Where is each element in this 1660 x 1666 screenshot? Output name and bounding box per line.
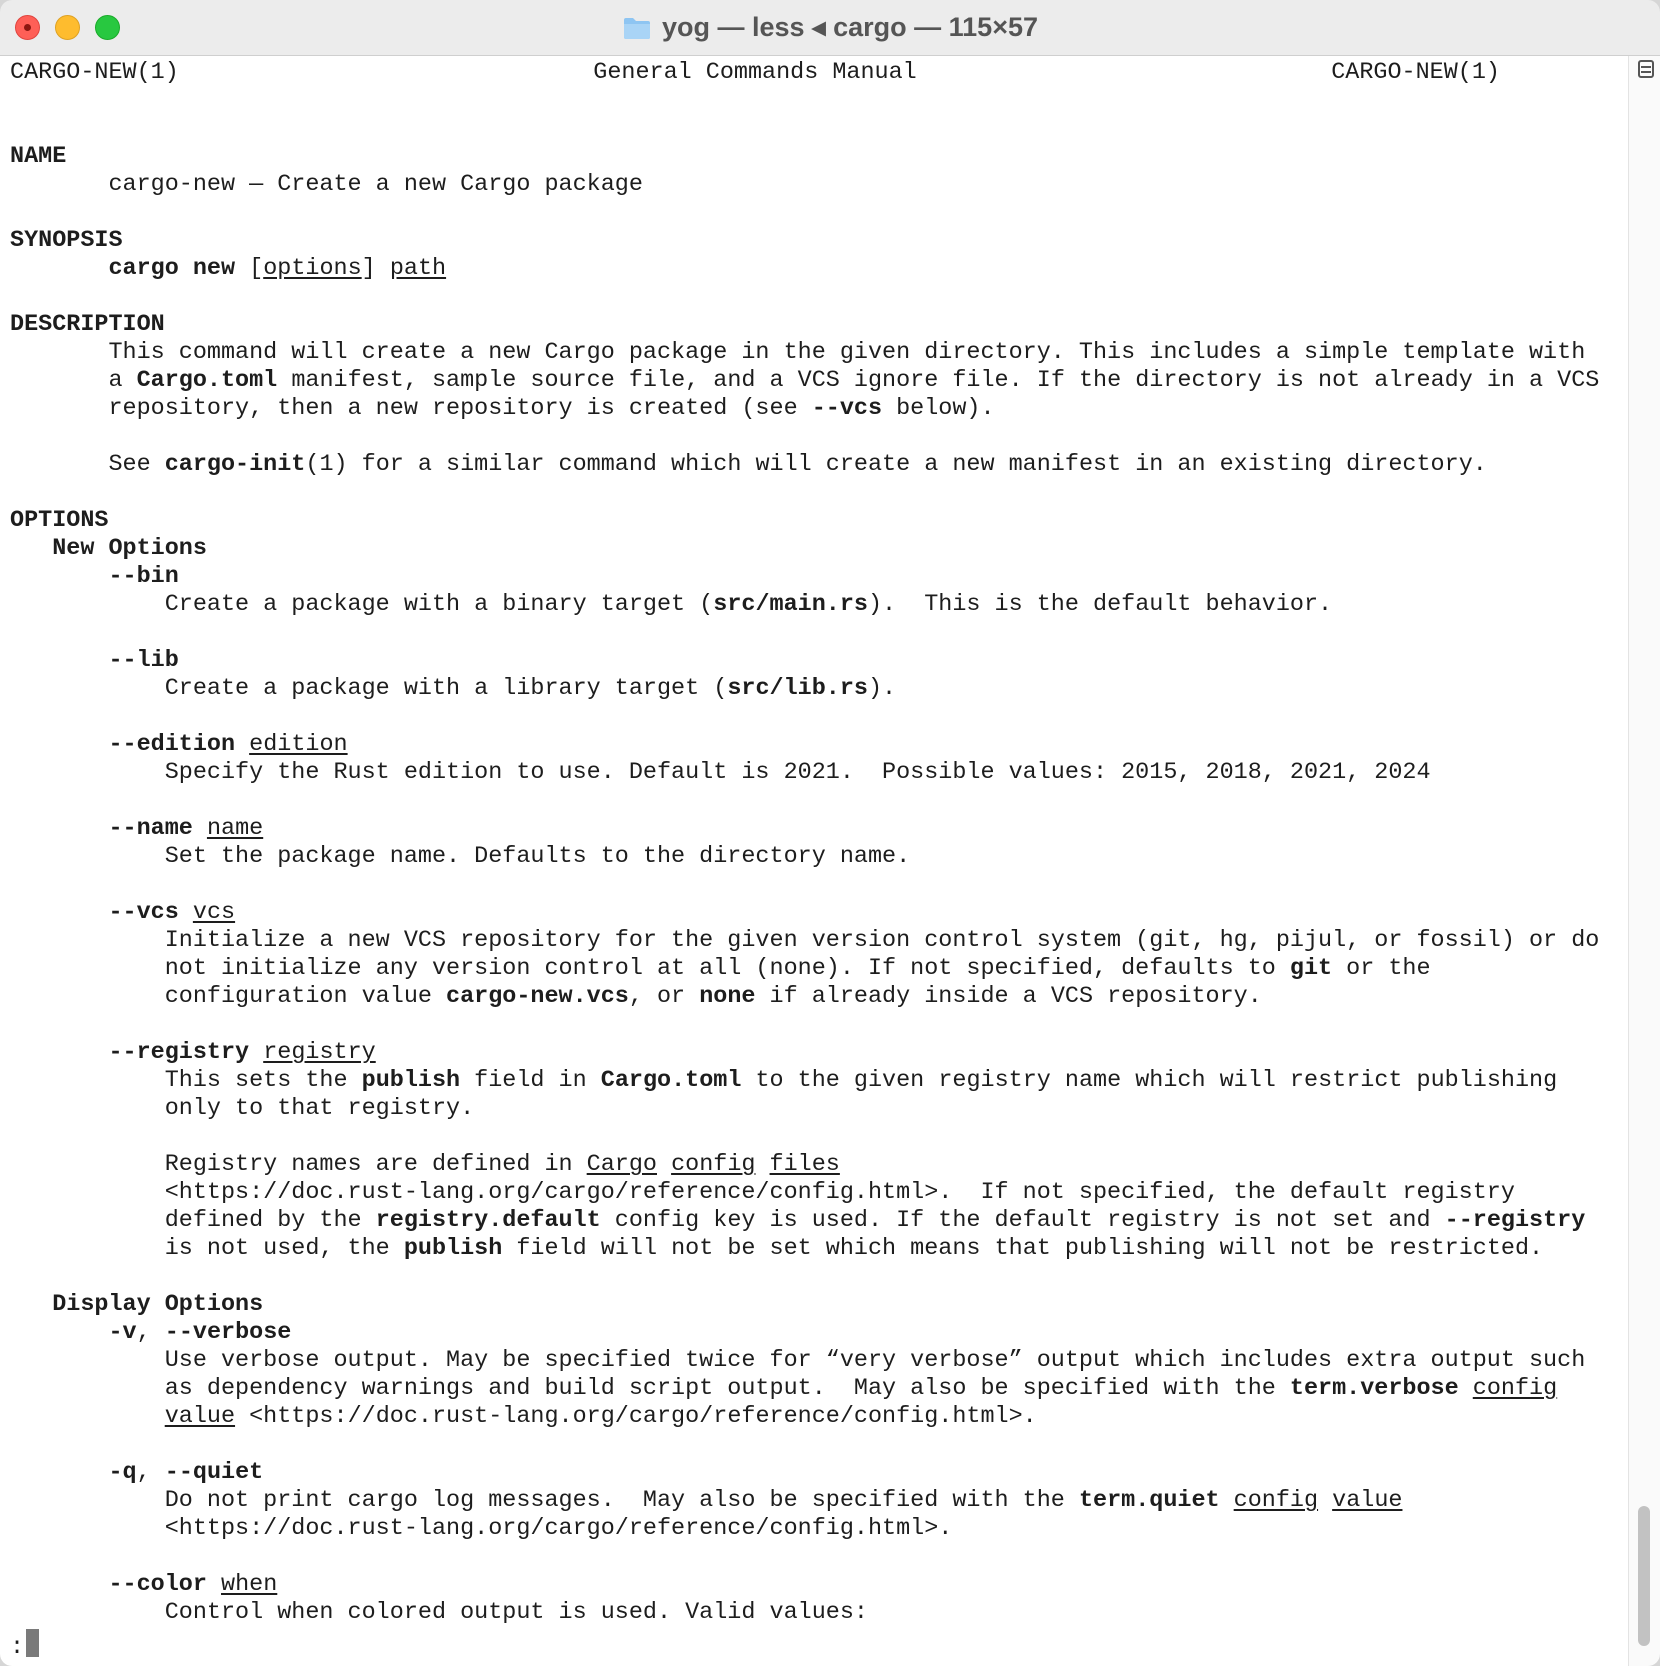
scrollbar-thumb[interactable] bbox=[1638, 1506, 1650, 1646]
man-line: DESCRIPTION bbox=[10, 311, 165, 338]
man-line: as dependency warnings and build script output. May also be specified with the term.verbose config bbox=[10, 1375, 1558, 1402]
man-line: value <https://doc.rust-lang.org/cargo/reference/config.html>. bbox=[164, 1403, 1037, 1430]
man-line: -q, --quiet bbox=[108, 1459, 264, 1486]
man-line: Display Options bbox=[52, 1291, 264, 1318]
man-body bbox=[10, 87, 1599, 1627]
man-line: Create a package with a library target (src/lib.rs). bbox=[10, 675, 897, 702]
man-line bbox=[10, 87, 1599, 115]
man-line: --vcs vcs bbox=[108, 899, 236, 926]
man-line bbox=[10, 1431, 1599, 1459]
terminal-content[interactable] bbox=[0, 56, 1628, 1666]
man-header bbox=[10, 59, 1599, 87]
man-line: --color when bbox=[108, 1571, 278, 1598]
man-line: Specify the Rust edition to use. Default is 2021. Possible values: 2015, 2018, 2021, 2024 bbox=[10, 759, 1431, 786]
text-cursor bbox=[26, 1629, 39, 1657]
man-line: --name name bbox=[108, 815, 264, 842]
man-line: This sets the publish field in Cargo.toml to the given registry name which will restrict publishing bbox=[10, 1067, 1558, 1094]
vertical-scrollbar[interactable] bbox=[1628, 56, 1660, 1666]
man-line: --bin bbox=[108, 563, 179, 590]
split-pane-icon[interactable] bbox=[1638, 60, 1654, 78]
header-left: CARGO-NEW(1) bbox=[10, 59, 179, 86]
folder-icon bbox=[622, 15, 652, 41]
man-line: Create a package with a binary target (src/main.rs). This is the default behavior. bbox=[10, 591, 1333, 618]
man-line: SYNOPSIS bbox=[10, 227, 123, 254]
man-line bbox=[10, 619, 1599, 647]
man-line: Control when colored output is used. Valid values: bbox=[10, 1599, 868, 1626]
man-line bbox=[10, 283, 1599, 311]
man-line bbox=[10, 1543, 1599, 1571]
man-line: Set the package name. Defaults to the directory name. bbox=[10, 843, 911, 870]
man-line: Initialize a new VCS repository for the given version control system (git, hg, pijul, or fossil) or do bbox=[10, 927, 1600, 954]
man-line bbox=[10, 115, 1599, 143]
man-line bbox=[10, 871, 1599, 899]
man-line: <https://doc.rust-lang.org/cargo/reference/config.html>. If not specified, the default registry bbox=[10, 1179, 1515, 1206]
man-line: cargo-new — Create a new Cargo package bbox=[10, 171, 643, 198]
man-line: This command will create a new Cargo package in the given directory. This includes a simple template with bbox=[10, 339, 1586, 366]
man-line: only to that registry. bbox=[10, 1095, 475, 1122]
man-line bbox=[10, 479, 1599, 507]
man-line bbox=[10, 1263, 1599, 1291]
man-line bbox=[10, 787, 1599, 815]
header-right: CARGO-NEW(1) bbox=[1331, 59, 1500, 86]
man-line bbox=[10, 1011, 1599, 1039]
man-line: repository, then a new repository is created (see --vcs below). bbox=[10, 395, 995, 422]
man-line: New Options bbox=[52, 535, 207, 562]
man-line: --edition edition bbox=[108, 731, 348, 758]
man-line: --registry registry bbox=[108, 1039, 376, 1066]
man-line: a Cargo.toml manifest, sample source file, and a VCS ignore file. If the directory is not already in a VCS bbox=[10, 367, 1600, 394]
man-line: Use verbose output. May be specified twice for “very verbose” output which includes extra output such bbox=[10, 1347, 1586, 1374]
man-line: --lib bbox=[108, 647, 179, 674]
man-line: cargo new [options] path bbox=[108, 255, 447, 282]
man-line: -v, --verbose bbox=[108, 1319, 292, 1346]
header-center: General Commands Manual bbox=[593, 59, 917, 86]
man-line bbox=[10, 703, 1599, 731]
less-prompt: : bbox=[10, 1634, 25, 1661]
man-line: is not used, the publish field will not be set which means that publishing will not be restricted. bbox=[10, 1235, 1544, 1262]
man-line bbox=[10, 199, 1599, 227]
man-line bbox=[10, 423, 1599, 451]
man-page-text bbox=[10, 59, 1599, 1627]
man-line: NAME bbox=[10, 143, 67, 170]
title-bar[interactable] bbox=[0, 0, 1660, 56]
man-line: not initialize any version control at all (none). If not specified, defaults to git or the bbox=[10, 955, 1431, 982]
window-title bbox=[0, 0, 1660, 55]
man-line: OPTIONS bbox=[10, 507, 109, 534]
man-line: configuration value cargo-new.vcs, or none if already inside a VCS repository. bbox=[10, 983, 1262, 1010]
window-title-text: yog — less ◂ cargo — 115×57 bbox=[662, 12, 1038, 42]
man-line: <https://doc.rust-lang.org/cargo/reference/config.html>. bbox=[10, 1515, 953, 1542]
man-line: defined by the registry.default config key is used. If the default registry is not set and --registry bbox=[10, 1207, 1586, 1234]
man-line: See cargo-init(1) for a similar command which will create a new manifest in an existing directory. bbox=[10, 451, 1487, 478]
man-line: Do not print cargo log messages. May also be specified with the term.quiet config value bbox=[10, 1487, 1403, 1514]
man-line bbox=[10, 1123, 1599, 1151]
man-line: Registry names are defined in Cargo config files bbox=[10, 1151, 840, 1178]
